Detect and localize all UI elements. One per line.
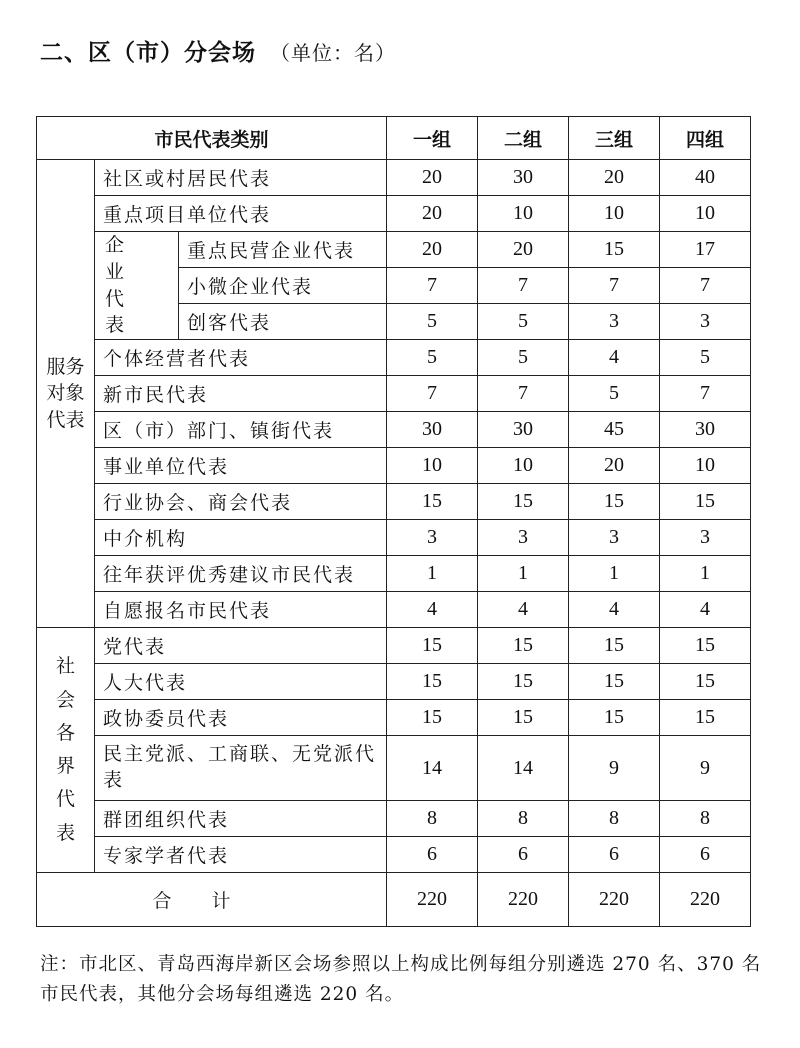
cell-value: 7 <box>478 376 569 412</box>
cell-value: 6 <box>660 837 751 873</box>
table-row <box>37 736 751 801</box>
cell-value: 5 <box>387 304 478 340</box>
table-row <box>37 837 751 873</box>
cell-value: 1 <box>387 556 478 592</box>
unit-label: （单位：名） <box>270 41 396 65</box>
cell-value: 8 <box>387 801 478 837</box>
cell-value: 8 <box>478 801 569 837</box>
cell-value: 10 <box>569 196 660 232</box>
cell-value: 7 <box>478 268 569 304</box>
cell-value: 4 <box>478 592 569 628</box>
cell-value: 10 <box>660 448 751 484</box>
cell-value: 40 <box>660 160 751 196</box>
cell-value: 9 <box>569 736 660 801</box>
cell-value: 15 <box>660 664 751 700</box>
section-title: 二、区（市）分会场 <box>40 40 256 66</box>
cell-value: 4 <box>387 592 478 628</box>
table-header-row <box>37 117 751 160</box>
table-row <box>37 376 751 412</box>
cell-value: 1 <box>478 556 569 592</box>
cell-value: 7 <box>660 376 751 412</box>
cell-value: 5 <box>660 340 751 376</box>
cell-value: 15 <box>569 628 660 664</box>
total-row <box>37 873 751 927</box>
social-group-label: 社会各界代表 <box>37 628 95 873</box>
row-label: 往年获评优秀建议市民代表 <box>95 556 387 592</box>
table-row <box>37 520 751 556</box>
group-header: 二组 <box>478 117 569 160</box>
cell-value: 20 <box>387 160 478 196</box>
cell-value: 30 <box>478 160 569 196</box>
cell-value: 15 <box>387 664 478 700</box>
cell-value: 20 <box>387 232 478 268</box>
table-row <box>37 232 751 268</box>
cell-value: 8 <box>660 801 751 837</box>
cell-value: 7 <box>387 268 478 304</box>
row-label: 中介机构 <box>95 520 387 556</box>
cell-value: 15 <box>478 700 569 736</box>
cell-value: 15 <box>660 628 751 664</box>
cell-value: 20 <box>569 160 660 196</box>
cell-value: 5 <box>387 340 478 376</box>
cell-value: 7 <box>387 376 478 412</box>
table-row <box>37 412 751 448</box>
row-label: 行业协会、商会代表 <box>95 484 387 520</box>
row-label: 社区或村居民代表 <box>95 160 387 196</box>
row-label: 新市民代表 <box>95 376 387 412</box>
table-row <box>37 448 751 484</box>
cell-value: 15 <box>569 700 660 736</box>
row-label: 人大代表 <box>95 664 387 700</box>
footnote: 注：市北区、青岛西海岸新区会场参照以上构成比例每组分别遴选 270 名、370 名市民代表，其他分会场每组遴选 220 名。 <box>40 954 762 1005</box>
cell-value: 15 <box>569 664 660 700</box>
row-label: 小微企业代表 <box>179 268 387 304</box>
cell-value: 17 <box>660 232 751 268</box>
table-row <box>37 664 751 700</box>
row-label: 重点民营企业代表 <box>179 232 387 268</box>
table-row <box>37 556 751 592</box>
table-row <box>37 628 751 664</box>
cell-value: 4 <box>569 592 660 628</box>
cell-value: 3 <box>660 520 751 556</box>
table-row <box>37 340 751 376</box>
cell-value: 1 <box>660 556 751 592</box>
cell-value: 3 <box>478 520 569 556</box>
cell-value: 5 <box>478 340 569 376</box>
group-header: 四组 <box>660 117 751 160</box>
row-label: 专家学者代表 <box>95 837 387 873</box>
row-label: 重点项目单位代表 <box>95 196 387 232</box>
cell-value: 6 <box>569 837 660 873</box>
cell-value: 3 <box>569 520 660 556</box>
cell-value: 15 <box>660 700 751 736</box>
cell-value: 20 <box>387 196 478 232</box>
cell-value: 10 <box>387 448 478 484</box>
cell-value: 8 <box>569 801 660 837</box>
cell-value: 15 <box>387 700 478 736</box>
row-label: 民主党派、工商联、无党派代表 <box>95 736 387 801</box>
cell-value: 7 <box>569 268 660 304</box>
cell-value: 7 <box>660 268 751 304</box>
cell-value: 14 <box>387 736 478 801</box>
cell-value: 30 <box>478 412 569 448</box>
row-label: 群团组织代表 <box>95 801 387 837</box>
cell-value: 20 <box>569 448 660 484</box>
cell-value: 15 <box>387 484 478 520</box>
cell-value: 5 <box>478 304 569 340</box>
cell-value: 15 <box>478 664 569 700</box>
table-row <box>37 592 751 628</box>
total-value: 220 <box>569 873 660 927</box>
cell-value: 10 <box>478 196 569 232</box>
row-label: 事业单位代表 <box>95 448 387 484</box>
service-group-label: 服务对象代表 <box>37 160 95 628</box>
cell-value: 4 <box>569 340 660 376</box>
cell-value: 1 <box>569 556 660 592</box>
cell-value: 3 <box>569 304 660 340</box>
cell-value: 30 <box>387 412 478 448</box>
section-heading <box>40 34 396 67</box>
cell-value: 15 <box>569 232 660 268</box>
cell-value: 6 <box>478 837 569 873</box>
table-row <box>37 160 751 196</box>
enterprise-group-label: 企业代表 <box>95 232 179 340</box>
total-value: 220 <box>387 873 478 927</box>
cell-value: 20 <box>478 232 569 268</box>
table-row <box>37 801 751 837</box>
total-label: 合计 <box>37 873 387 927</box>
group-header: 三组 <box>569 117 660 160</box>
row-label: 党代表 <box>95 628 387 664</box>
group-header: 一组 <box>387 117 478 160</box>
total-value: 220 <box>478 873 569 927</box>
row-label: 区（市）部门、镇街代表 <box>95 412 387 448</box>
row-label: 创客代表 <box>179 304 387 340</box>
cell-value: 15 <box>660 484 751 520</box>
row-label: 个体经营者代表 <box>95 340 387 376</box>
cell-value: 45 <box>569 412 660 448</box>
cell-value: 14 <box>478 736 569 801</box>
cell-value: 5 <box>569 376 660 412</box>
cell-value: 15 <box>387 628 478 664</box>
table-row <box>37 196 751 232</box>
cell-value: 10 <box>660 196 751 232</box>
cell-value: 3 <box>387 520 478 556</box>
cell-value: 6 <box>387 837 478 873</box>
table-row <box>37 700 751 736</box>
cell-value: 30 <box>660 412 751 448</box>
cell-value: 4 <box>660 592 751 628</box>
cell-value: 15 <box>478 484 569 520</box>
table-row <box>37 484 751 520</box>
category-header: 市民代表类别 <box>37 117 387 160</box>
cell-value: 10 <box>478 448 569 484</box>
allocation-table <box>36 116 751 927</box>
total-value: 220 <box>660 873 751 927</box>
cell-value: 15 <box>569 484 660 520</box>
cell-value: 15 <box>478 628 569 664</box>
row-label: 政协委员代表 <box>95 700 387 736</box>
cell-value: 3 <box>660 304 751 340</box>
row-label: 自愿报名市民代表 <box>95 592 387 628</box>
cell-value: 9 <box>660 736 751 801</box>
